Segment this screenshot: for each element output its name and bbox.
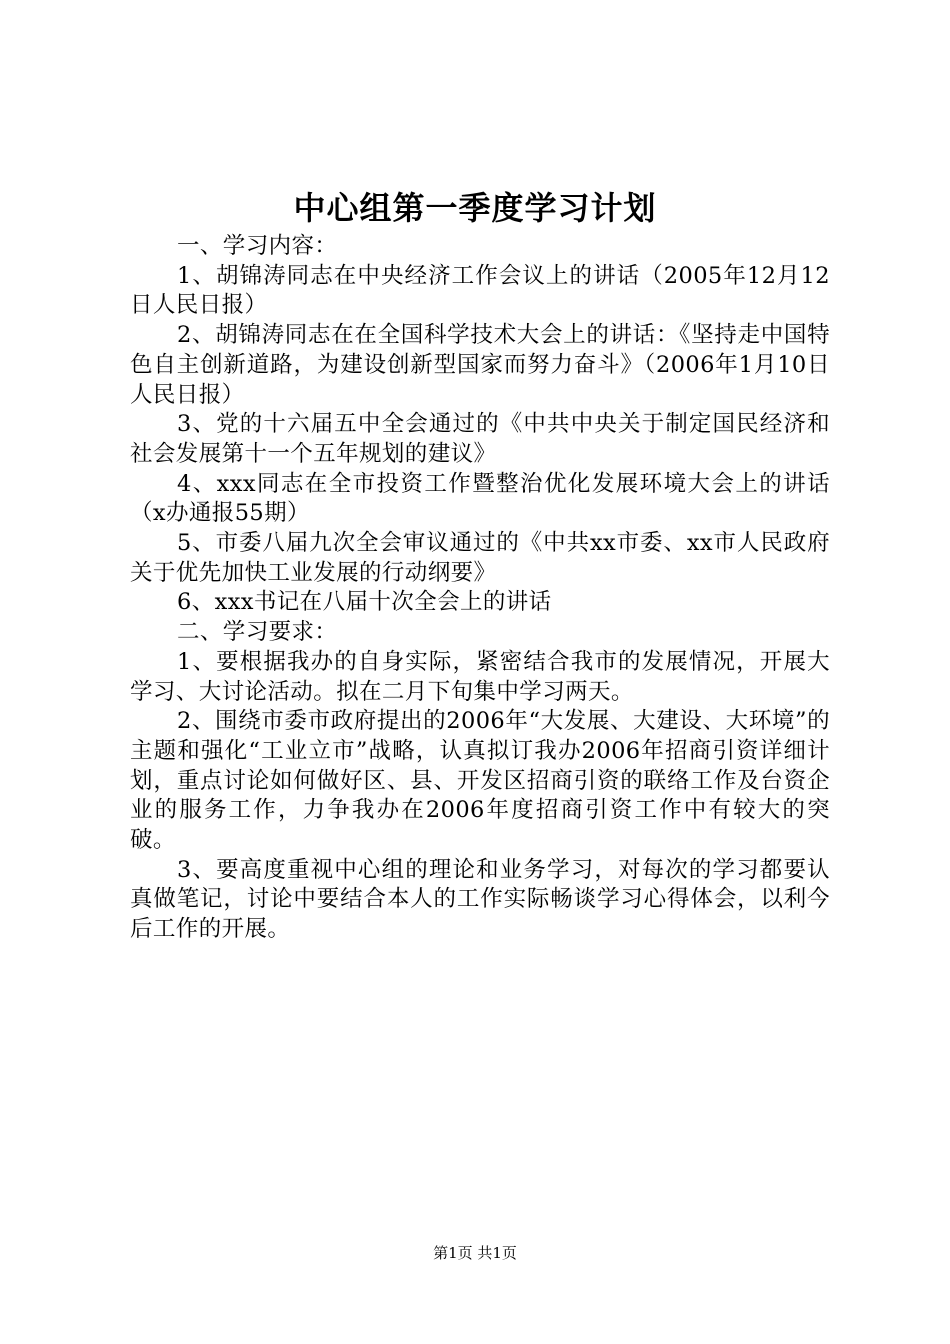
content-item-1: 1、胡锦涛同志在中央经济工作会议上的讲话（2005年12月12日人民日报） [130, 262, 830, 319]
requirement-item-2: 2、围绕市委市政府提出的2006年“大发展、大建设、大环境”的主题和强化“工业立市”战略，认真拟订我办2006年招商引资详细计划，重点讨论如何做好区、县、开发区招商引资的联络工作及台资企业的服务工作，力争我办在2006年度招商引资工作中有较大的突破。 [130, 708, 830, 854]
requirement-item-3: 3、要高度重视中心组的理论和业务学习，对每次的学习都要认真做笔记，讨论中要结合本人的工作实际畅谈学习心得体会，以利今后工作的开展。 [130, 856, 830, 943]
document-body [130, 232, 830, 945]
content-item-5: 5、市委八届九次全会审议通过的《中共xx市委、xx市人民政府关于优先加快工业发展的行动纲要》 [130, 530, 830, 586]
content-item-3: 3、党的十六届五中全会通过的《中共中央关于制定国民经济和社会发展第十一个五年规划的建议》 [130, 411, 830, 467]
section-heading-requirements: 二、学习要求： [177, 619, 338, 646]
content-item-6: 6、xxx书记在八届十次全会上的讲话 [177, 589, 552, 616]
content-item-2: 2、胡锦涛同志在在全国科学技术大会上的讲话：《坚持走中国特色自主创新道路，为建设创新型国家而努力奋斗》（2006年1月10日人民日报） [130, 322, 830, 408]
content-item-4: 4、xxx同志在全市投资工作暨整治优化发展环境大会上的讲话（x办通报55期） [130, 470, 830, 527]
requirement-item-1: 1、要根据我办的自身实际，紧密结合我市的发展情况，开展大学习、大讨论活动。拟在二月下旬集中学习两天。 [130, 648, 830, 705]
document-title: 中心组第一季度学习计划 [293, 189, 657, 227]
page-number-footer: 第1页 共1页 [433, 1244, 517, 1262]
section-heading-content: 一、学习内容： [177, 233, 338, 259]
